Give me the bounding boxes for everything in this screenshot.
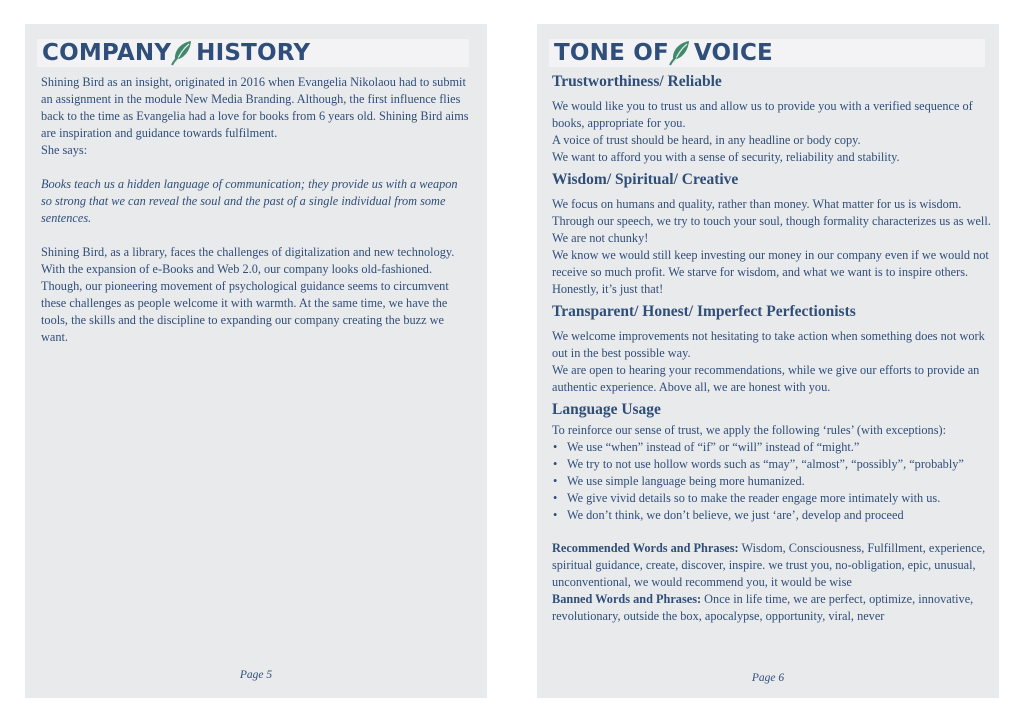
section-wisdom <box>552 170 992 298</box>
section-trustworthiness <box>552 72 992 166</box>
history-paragraph-1: Shining Bird as an insight, originated in 2016 when Evangelia Nikolaou had to submit an assignment in the module New Media Branding. Although, the first influence flies back to the time as Evangelia had a love for books from 6 years old. Shining Bird aims are inspiration and guidance towards fulfilment. <box>41 75 469 140</box>
section-line: We know we would still keep investing our money in our company even if we would not receive so much profit. We starve for wisdom, and what we want is to inspire others. Honestly, it’s just that! <box>552 248 989 296</box>
section-line: We focus on humans and quality, rather than money. What matter for us is wisdom. Through our speech, we try to touch your soul, though formality characterizes us as well. We are not chunky! <box>552 197 991 245</box>
tone-content <box>552 72 992 625</box>
page-number: Page 5 <box>239 669 273 681</box>
page-title <box>42 39 310 67</box>
leaf-icon <box>169 39 195 67</box>
history-quote: Books teach us a hidden language of communication; they provide us with a weapon so strong that we can reveal the soul and the past of a single individual from some sentences. <box>41 177 458 225</box>
list-item: • We give vivid details so to make the reader engage more intimately with us. <box>552 490 992 507</box>
page-number: Page 6 <box>751 672 785 684</box>
page-title <box>554 39 773 67</box>
page-5 <box>25 24 487 698</box>
list-item: • We try to not use hollow words such as “may”, “almost”, “possibly”, “probably” <box>552 456 992 473</box>
title-part-1: COMPANY <box>42 40 172 66</box>
history-paragraph-2: Shining Bird, as a library, faces the challenges of digitalization and new technology. With the expansion of e-Books and Web 2.0, our company looks old-fashioned. Though, our pioneering movement of psychological guidance seems to circumvent these challenges as people welcome it with warmth. At the same time, we have the tools, the skills and the discipline to expanding our company creating the buzz we want. <box>41 245 455 344</box>
section-intro: To reinforce our sense of trust, we apply the following ‘rules’ (with exceptions): <box>552 423 947 437</box>
recommended-text: Wisdom, Consciousness, Fulfillment, experience, spiritual guidance, create, discover, inspire. we trust you, no-obligation, epic, unusual, unconventional, we would recommend you, it would be wise <box>552 541 986 589</box>
rules-list <box>552 439 992 524</box>
section-language-usage <box>552 400 992 524</box>
banned-text: Once in life time, we are perfect, optimize, innovative, revolutionary, outside the box, apocalypse, opportunity, viral, never <box>552 592 974 623</box>
section-line: We welcome improvements not hesitating to take action when something does not work out in the best possible way. <box>552 329 985 360</box>
section-line: We are open to hearing your recommendations, while we give our efforts to provide an authentic experience. Above all, we are honest with you. <box>552 363 980 394</box>
list-item: • We use simple language being more humanized. <box>552 473 992 490</box>
section-line: A voice of trust should be heard, in any headline or body copy. <box>552 133 861 147</box>
section-heading: Trustworthiness/ Reliable <box>552 73 722 90</box>
banned-words <box>552 591 992 625</box>
section-line: We would like you to trust us and allow us to provide you with a verified sequence of books, appropriate for you. <box>552 99 973 130</box>
title-part-2: VOICE <box>693 40 773 66</box>
recommended-words <box>552 540 992 591</box>
section-heading: Transparent/ Honest/ Imperfect Perfectionists <box>552 303 856 320</box>
title-part-2: HISTORY <box>196 40 311 66</box>
section-line: We want to afford you with a sense of security, reliability and stability. <box>552 150 900 164</box>
title-part-1: TONE OF <box>554 40 669 66</box>
list-item: • We don’t think, we don’t believe, we just ‘are’, develop and proceed <box>552 507 992 524</box>
section-heading: Wisdom/ Spiritual/ Creative <box>552 171 739 188</box>
leaf-icon <box>667 39 693 67</box>
history-she-says: She says: <box>41 143 88 157</box>
section-heading: Language Usage <box>552 401 661 418</box>
recommended-label: Recommended Words and Phrases: <box>552 541 739 555</box>
page-6 <box>537 24 999 698</box>
banned-label: Banned Words and Phrases: <box>552 592 702 606</box>
list-item: • We use “when” instead of “if” or “will” instead of “might.” <box>552 439 992 456</box>
history-content <box>41 74 471 346</box>
section-transparent <box>552 302 992 396</box>
